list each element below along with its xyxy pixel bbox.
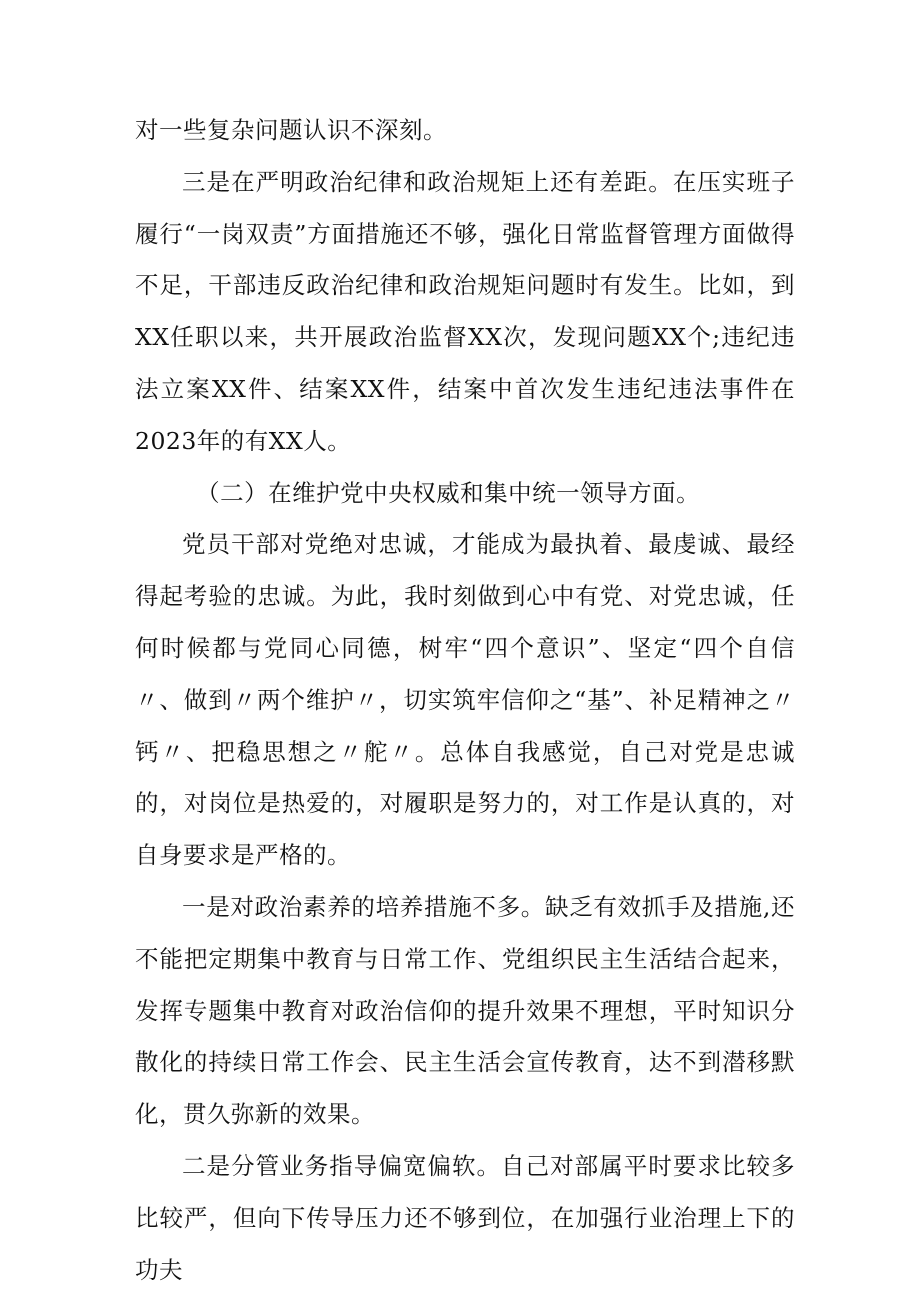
paragraph-political-discipline: 三是在严明政治纪律和政治规矩上还有差距。在压实班子履行“一岗双责”方面措施还不够，强化日常监督管理方面做得不足，干部违反政治纪律和政治规矩问题时有发生。比如，到XX任职以来，共开展政治监督XX次，发现问题XX个;违纪违法立案XX件、结案XX件，结案中首次发生违纪违法事件在2023年的有XX人。 xyxy=(135,167,795,455)
paragraph-political-cultivation: 一是对政治素养的培养措施不多。缺乏有效抓手及措施,还不能把定期集中教育与日常工作、党组织民主生活结合起来，发挥专题集中教育对政治信仰的提升效果不理想，平时知识分散化的持续日常工作会、民主生活会宣传教育，达不到潜移默化，贯久弥新的效果。 xyxy=(135,892,795,1129)
paragraph-loyalty: 党员干部对党绝对忠诚，才能成为最执着、最虔诚、最经得起考验的忠诚。为此，我时刻做到心中有党、对党忠诚，任何时候都与党同心同德，树牢“四个意识”、坚定“四个自信〃、做到〃两个维护〃，切实筑牢信仰之“基”、补足精神之〃钙〃、把稳思想之〃舵〃。总体自我感觉，自己对党是忠诚的，对岗位是热爱的，对履职是努力的，对工作是认真的，对自身要求是严格的。 xyxy=(135,530,795,870)
paragraph-business-guidance: 二是分管业务指导偏宽偏软。自己对部属平时要求比较多比较严，但向下传导压力还不够到位，在加强行业治理上下的功夫 xyxy=(135,1151,795,1284)
section-heading: （二）在维护党中央权威和集中统一领导方面。 xyxy=(196,478,701,507)
paragraph-continuation: 对一些复杂问题认识不深刻。 xyxy=(135,116,447,144)
document-body xyxy=(135,105,795,1296)
